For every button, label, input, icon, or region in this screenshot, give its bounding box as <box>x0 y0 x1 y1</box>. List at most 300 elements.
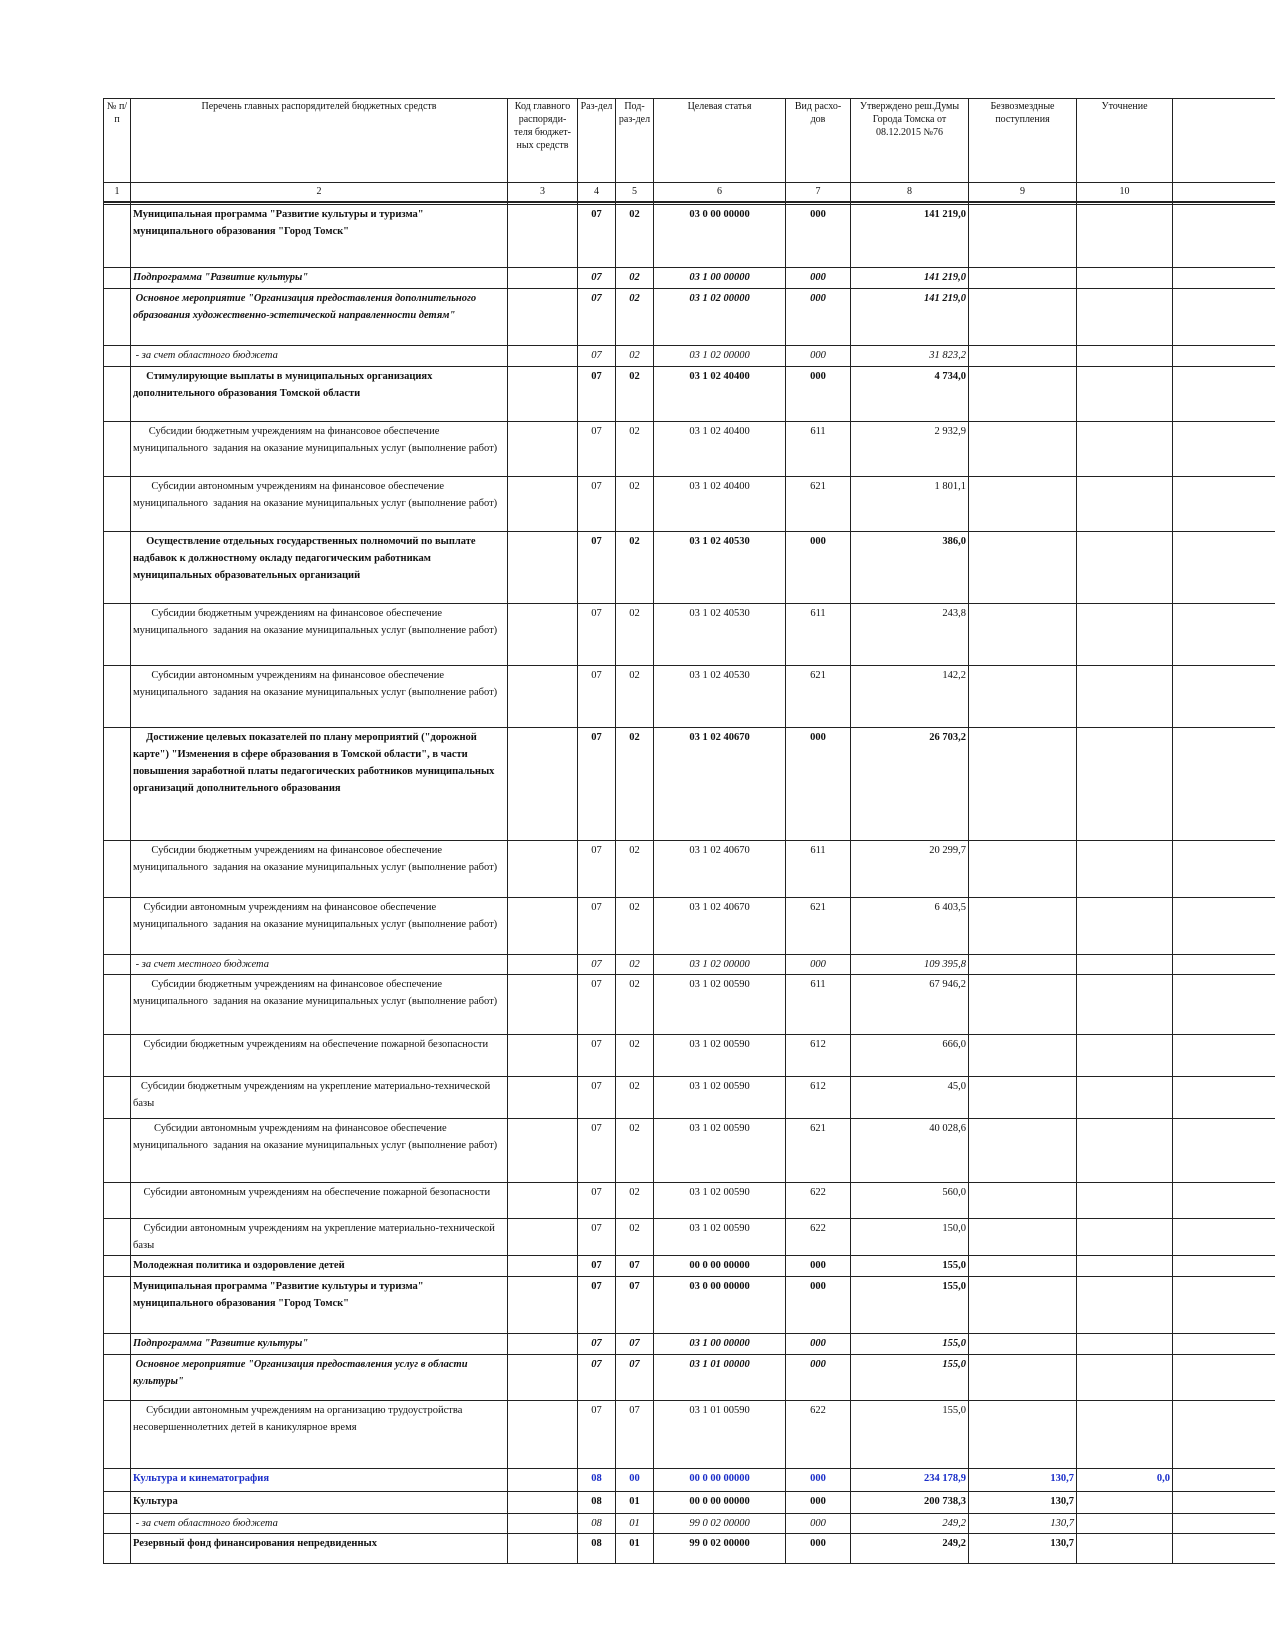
cell-approved: 666,0 <box>851 1035 969 1077</box>
cell-refine <box>1077 268 1173 289</box>
cell-approved: 20 299,7 <box>851 841 969 898</box>
cell-name: Стимулирующие выплаты в муниципальных организациях дополнительного образования Томской области <box>131 367 508 422</box>
cell-num <box>104 1035 131 1077</box>
cell-free <box>969 1219 1077 1256</box>
table-row <box>104 1035 1275 1077</box>
cell-num <box>104 898 131 955</box>
cell-num <box>104 1334 131 1355</box>
cell-refine <box>1077 1035 1173 1077</box>
cell-podrazdel: 00 <box>616 1469 654 1492</box>
cell-name: Муниципальная программа "Развитие культуры и туризма" муниципального образования "Город Томск" <box>131 1277 508 1334</box>
cell-refine <box>1077 422 1173 477</box>
cell-podrazdel: 01 <box>616 1492 654 1514</box>
cell-extra <box>1173 1355 1275 1401</box>
cell-article: 03 1 02 00000 <box>654 346 786 367</box>
cell-vid: 000 <box>786 289 851 346</box>
col-number: 10 <box>1077 183 1173 203</box>
cell-free <box>969 955 1077 975</box>
header-col-podrazdel: Под-раз-дел <box>616 99 654 183</box>
table-row <box>104 205 1275 268</box>
cell-code <box>508 367 578 422</box>
cell-code <box>508 1534 578 1564</box>
cell-num <box>104 367 131 422</box>
cell-num <box>104 346 131 367</box>
cell-free <box>969 728 1077 841</box>
cell-podrazdel: 07 <box>616 1334 654 1355</box>
cell-approved: 1 801,1 <box>851 477 969 532</box>
cell-code <box>508 898 578 955</box>
cell-code <box>508 1514 578 1534</box>
cell-vid: 000 <box>786 1469 851 1492</box>
cell-razdel: 07 <box>578 367 616 422</box>
cell-article: 00 0 00 00000 <box>654 1256 786 1277</box>
cell-vid: 611 <box>786 841 851 898</box>
cell-free <box>969 1119 1077 1183</box>
cell-code <box>508 955 578 975</box>
cell-free: 130,7 <box>969 1534 1077 1564</box>
cell-free <box>969 346 1077 367</box>
cell-code <box>508 1401 578 1469</box>
col-number: 1 <box>104 183 131 203</box>
cell-extra <box>1173 728 1275 841</box>
cell-code <box>508 1119 578 1183</box>
cell-approved: 150,0 <box>851 1219 969 1256</box>
cell-code <box>508 1355 578 1401</box>
cell-razdel: 07 <box>578 205 616 268</box>
cell-name: Основное мероприятие "Организация предоставления услуг в области культуры" <box>131 1355 508 1401</box>
cell-razdel: 08 <box>578 1514 616 1534</box>
cell-name: Культура и кинематография <box>131 1469 508 1492</box>
table-row <box>104 1256 1275 1277</box>
cell-num <box>104 532 131 604</box>
cell-code <box>508 477 578 532</box>
cell-article: 03 1 02 00590 <box>654 1219 786 1256</box>
cell-name: Осуществление отдельных государственных полномочий по выплате надбавок к должностному окладу педагогическим работникам муниципальных образовательных организаций <box>131 532 508 604</box>
cell-refine <box>1077 955 1173 975</box>
cell-free <box>969 604 1077 666</box>
cell-podrazdel: 07 <box>616 1277 654 1334</box>
cell-article: 03 1 02 00000 <box>654 289 786 346</box>
cell-article: 03 1 02 00000 <box>654 955 786 975</box>
cell-razdel: 07 <box>578 666 616 728</box>
cell-name: Основное мероприятие "Организация предоставления дополнительного образования художественно-эстетической направленности детям" <box>131 289 508 346</box>
cell-podrazdel: 02 <box>616 604 654 666</box>
cell-name: Субсидии автономным учреждениям на финансовое обеспечение муниципального задания на оказание муниципальных услуг (выполнение работ) <box>131 1119 508 1183</box>
cell-refine <box>1077 1277 1173 1334</box>
cell-article: 03 1 01 00590 <box>654 1401 786 1469</box>
cell-podrazdel: 02 <box>616 898 654 955</box>
cell-refine <box>1077 841 1173 898</box>
cell-podrazdel: 01 <box>616 1514 654 1534</box>
table-row <box>104 666 1275 728</box>
cell-num <box>104 477 131 532</box>
cell-approved: 155,0 <box>851 1355 969 1401</box>
cell-extra <box>1173 841 1275 898</box>
header-col-refine: Уточнение <box>1077 99 1173 183</box>
header-number-row <box>104 183 1275 203</box>
cell-vid: 000 <box>786 955 851 975</box>
cell-approved: 155,0 <box>851 1401 969 1469</box>
cell-refine <box>1077 367 1173 422</box>
col-number: 2 <box>131 183 508 203</box>
cell-article: 03 1 02 00590 <box>654 1077 786 1119</box>
cell-name: Резервный фонд финансирования непредвиденных <box>131 1534 508 1564</box>
cell-code <box>508 841 578 898</box>
col-number: 3 <box>508 183 578 203</box>
table-row <box>104 1219 1275 1256</box>
cell-approved: 560,0 <box>851 1183 969 1219</box>
cell-vid: 622 <box>786 1219 851 1256</box>
header-col-code: Код главного распоряди-теля бюджет-ных средств <box>508 99 578 183</box>
cell-refine <box>1077 1183 1173 1219</box>
budget-table <box>103 98 1275 1564</box>
table-row <box>104 1077 1275 1119</box>
cell-article: 99 0 02 00000 <box>654 1514 786 1534</box>
cell-code <box>508 1492 578 1514</box>
cell-approved: 31 823,2 <box>851 346 969 367</box>
col-number: 7 <box>786 183 851 203</box>
cell-razdel: 07 <box>578 604 616 666</box>
cell-article: 00 0 00 00000 <box>654 1469 786 1492</box>
cell-free <box>969 1334 1077 1355</box>
cell-free <box>969 898 1077 955</box>
table-row <box>104 477 1275 532</box>
cell-num <box>104 1119 131 1183</box>
cell-num <box>104 841 131 898</box>
cell-code <box>508 1334 578 1355</box>
cell-extra <box>1173 205 1275 268</box>
cell-podrazdel: 02 <box>616 477 654 532</box>
cell-razdel: 07 <box>578 1035 616 1077</box>
cell-refine <box>1077 1077 1173 1119</box>
cell-num <box>104 1534 131 1564</box>
table-row <box>104 1355 1275 1401</box>
cell-vid: 611 <box>786 975 851 1035</box>
cell-num <box>104 955 131 975</box>
cell-podrazdel: 02 <box>616 205 654 268</box>
table-body <box>104 202 1275 1564</box>
cell-extra <box>1173 1401 1275 1469</box>
cell-vid: 000 <box>786 1334 851 1355</box>
table-row <box>104 346 1275 367</box>
col-number: 8 <box>851 183 969 203</box>
cell-extra <box>1173 532 1275 604</box>
cell-refine <box>1077 346 1173 367</box>
cell-article: 03 1 02 00590 <box>654 1183 786 1219</box>
col-number: 9 <box>969 183 1077 203</box>
cell-vid: 000 <box>786 1277 851 1334</box>
cell-article: 03 1 02 40400 <box>654 422 786 477</box>
cell-refine <box>1077 1119 1173 1183</box>
cell-name: Подпрограмма "Развитие культуры" <box>131 268 508 289</box>
cell-refine <box>1077 975 1173 1035</box>
table-row <box>104 898 1275 955</box>
cell-free <box>969 1183 1077 1219</box>
cell-article: 03 1 02 00590 <box>654 1035 786 1077</box>
cell-razdel: 07 <box>578 1355 616 1401</box>
col-number: 6 <box>654 183 786 203</box>
cell-vid: 000 <box>786 1492 851 1514</box>
cell-approved: 155,0 <box>851 1334 969 1355</box>
cell-approved: 4 734,0 <box>851 367 969 422</box>
cell-code <box>508 205 578 268</box>
cell-num <box>104 1514 131 1534</box>
header-col-name: Перечень главных распорядителей бюджетных средств <box>131 99 508 183</box>
cell-refine <box>1077 604 1173 666</box>
cell-approved: 386,0 <box>851 532 969 604</box>
cell-name: Субсидии бюджетным учреждениям на обеспечение пожарной безопасности <box>131 1035 508 1077</box>
table-row <box>104 1514 1275 1534</box>
header-col-vid: Вид расхо-дов <box>786 99 851 183</box>
cell-extra <box>1173 955 1275 975</box>
cell-razdel: 07 <box>578 898 616 955</box>
cell-podrazdel: 02 <box>616 666 654 728</box>
cell-code <box>508 289 578 346</box>
cell-podrazdel: 02 <box>616 532 654 604</box>
cell-free <box>969 1077 1077 1119</box>
cell-refine <box>1077 1334 1173 1355</box>
cell-podrazdel: 02 <box>616 346 654 367</box>
cell-refine <box>1077 532 1173 604</box>
cell-razdel: 07 <box>578 346 616 367</box>
cell-code <box>508 666 578 728</box>
cell-vid: 000 <box>786 205 851 268</box>
cell-num <box>104 1401 131 1469</box>
cell-code <box>508 1219 578 1256</box>
cell-code <box>508 532 578 604</box>
cell-extra <box>1173 289 1275 346</box>
cell-approved: 67 946,2 <box>851 975 969 1035</box>
cell-code <box>508 422 578 477</box>
cell-approved: 249,2 <box>851 1514 969 1534</box>
cell-approved: 45,0 <box>851 1077 969 1119</box>
cell-razdel: 07 <box>578 975 616 1035</box>
cell-podrazdel: 02 <box>616 1183 654 1219</box>
cell-razdel: 07 <box>578 1077 616 1119</box>
cell-podrazdel: 02 <box>616 268 654 289</box>
cell-name: Культура <box>131 1492 508 1514</box>
cell-refine <box>1077 289 1173 346</box>
cell-razdel: 08 <box>578 1492 616 1514</box>
cell-vid: 621 <box>786 666 851 728</box>
cell-article: 03 1 02 40400 <box>654 477 786 532</box>
cell-free <box>969 1277 1077 1334</box>
cell-article: 00 0 00 00000 <box>654 1492 786 1514</box>
cell-article: 03 1 02 00590 <box>654 975 786 1035</box>
cell-code <box>508 1077 578 1119</box>
cell-name: - за счет областного бюджета <box>131 1514 508 1534</box>
cell-refine: 0,0 <box>1077 1469 1173 1492</box>
cell-code <box>508 1035 578 1077</box>
cell-razdel: 07 <box>578 477 616 532</box>
cell-name: Субсидии бюджетным учреждениям на финансовое обеспечение муниципального задания на оказание муниципальных услуг (выполнение работ) <box>131 975 508 1035</box>
cell-free <box>969 1401 1077 1469</box>
cell-name: Муниципальная программа "Развитие культуры и туризма" муниципального образования "Город Томск" <box>131 205 508 268</box>
cell-extra <box>1173 477 1275 532</box>
cell-extra <box>1173 1514 1275 1534</box>
cell-num <box>104 205 131 268</box>
cell-extra <box>1173 1277 1275 1334</box>
table-row <box>104 1469 1275 1492</box>
table-row <box>104 728 1275 841</box>
cell-num <box>104 1219 131 1256</box>
cell-approved: 141 219,0 <box>851 268 969 289</box>
cell-name: Субсидии автономным учреждениям на финансовое обеспечение муниципального задания на оказание муниципальных услуг (выполнение работ) <box>131 477 508 532</box>
cell-free <box>969 1035 1077 1077</box>
cell-extra <box>1173 898 1275 955</box>
cell-num <box>104 1256 131 1277</box>
cell-code <box>508 346 578 367</box>
cell-free <box>969 532 1077 604</box>
cell-extra <box>1173 422 1275 477</box>
cell-refine <box>1077 1256 1173 1277</box>
cell-num <box>104 1355 131 1401</box>
cell-refine <box>1077 1492 1173 1514</box>
cell-extra <box>1173 1334 1275 1355</box>
cell-razdel: 07 <box>578 422 616 477</box>
cell-podrazdel: 02 <box>616 1035 654 1077</box>
table-row <box>104 532 1275 604</box>
cell-free <box>969 666 1077 728</box>
cell-vid: 612 <box>786 1035 851 1077</box>
cell-refine <box>1077 728 1173 841</box>
cell-podrazdel: 02 <box>616 1077 654 1119</box>
cell-podrazdel: 02 <box>616 1219 654 1256</box>
cell-name: - за счет областного бюджета <box>131 346 508 367</box>
header-col-article: Целевая статья <box>654 99 786 183</box>
cell-approved: 6 403,5 <box>851 898 969 955</box>
cell-podrazdel: 02 <box>616 289 654 346</box>
cell-approved: 141 219,0 <box>851 289 969 346</box>
cell-approved: 2 932,9 <box>851 422 969 477</box>
table-row <box>104 422 1275 477</box>
cell-approved: 141 219,0 <box>851 205 969 268</box>
cell-vid: 000 <box>786 1514 851 1534</box>
cell-vid: 000 <box>786 268 851 289</box>
cell-extra <box>1173 666 1275 728</box>
cell-extra <box>1173 1256 1275 1277</box>
cell-vid: 612 <box>786 1077 851 1119</box>
cell-vid: 000 <box>786 1355 851 1401</box>
cell-article: 03 1 02 40530 <box>654 666 786 728</box>
table-row <box>104 1277 1275 1334</box>
cell-podrazdel: 02 <box>616 728 654 841</box>
table-row <box>104 975 1275 1035</box>
cell-extra <box>1173 1534 1275 1564</box>
cell-free <box>969 477 1077 532</box>
cell-vid: 000 <box>786 532 851 604</box>
col-number: 5 <box>616 183 654 203</box>
cell-article: 03 1 00 00000 <box>654 268 786 289</box>
cell-extra <box>1173 1183 1275 1219</box>
col-number: 4 <box>578 183 616 203</box>
cell-refine <box>1077 898 1173 955</box>
cell-name: Подпрограмма "Развитие культуры" <box>131 1334 508 1355</box>
cell-podrazdel: 02 <box>616 1119 654 1183</box>
cell-razdel: 07 <box>578 1256 616 1277</box>
cell-free <box>969 975 1077 1035</box>
cell-vid: 000 <box>786 1256 851 1277</box>
cell-approved: 200 738,3 <box>851 1492 969 1514</box>
cell-free: 130,7 <box>969 1469 1077 1492</box>
cell-approved: 142,2 <box>851 666 969 728</box>
cell-podrazdel: 07 <box>616 1256 654 1277</box>
cell-vid: 621 <box>786 477 851 532</box>
cell-name: Субсидии бюджетным учреждениям на финансовое обеспечение муниципального задания на оказание муниципальных услуг (выполнение работ) <box>131 604 508 666</box>
cell-extra <box>1173 268 1275 289</box>
cell-razdel: 07 <box>578 268 616 289</box>
cell-podrazdel: 02 <box>616 841 654 898</box>
cell-name: Субсидии бюджетным учреждениям на финансовое обеспечение муниципального задания на оказание муниципальных услуг (выполнение работ) <box>131 422 508 477</box>
cell-free <box>969 268 1077 289</box>
cell-article: 03 0 00 00000 <box>654 1277 786 1334</box>
cell-name: Субсидии бюджетным учреждениям на укрепление материально-технической базы <box>131 1077 508 1119</box>
cell-num <box>104 1469 131 1492</box>
cell-approved: 155,0 <box>851 1256 969 1277</box>
cell-razdel: 07 <box>578 1277 616 1334</box>
cell-approved: 40 028,6 <box>851 1119 969 1183</box>
cell-free <box>969 205 1077 268</box>
cell-code <box>508 728 578 841</box>
cell-extra <box>1173 1035 1275 1077</box>
cell-approved: 249,2 <box>851 1534 969 1564</box>
cell-podrazdel: 02 <box>616 422 654 477</box>
cell-num <box>104 975 131 1035</box>
cell-num <box>104 1492 131 1514</box>
cell-article: 03 1 02 00590 <box>654 1119 786 1183</box>
cell-free <box>969 1256 1077 1277</box>
cell-free <box>969 367 1077 422</box>
cell-article: 03 1 02 40530 <box>654 532 786 604</box>
cell-extra <box>1173 367 1275 422</box>
header-col-razdel: Раз-дел <box>578 99 616 183</box>
cell-free: 130,7 <box>969 1514 1077 1534</box>
cell-podrazdel: 02 <box>616 367 654 422</box>
cell-code <box>508 975 578 1035</box>
cell-article: 99 0 02 00000 <box>654 1534 786 1564</box>
cell-name: Молодежная политика и оздоровление детей <box>131 1256 508 1277</box>
header-col-num: № п/п <box>104 99 131 183</box>
cell-approved: 109 395,8 <box>851 955 969 975</box>
cell-num <box>104 268 131 289</box>
table-row <box>104 367 1275 422</box>
header-col-extra <box>1173 99 1275 183</box>
cell-code <box>508 1469 578 1492</box>
header-col-free: Безвозмездные поступления <box>969 99 1077 183</box>
cell-razdel: 07 <box>578 1401 616 1469</box>
cell-approved: 234 178,9 <box>851 1469 969 1492</box>
cell-name: - за счет местного бюджета <box>131 955 508 975</box>
cell-num <box>104 728 131 841</box>
cell-code <box>508 604 578 666</box>
table-row <box>104 289 1275 346</box>
cell-vid: 000 <box>786 728 851 841</box>
cell-razdel: 07 <box>578 1183 616 1219</box>
cell-extra <box>1173 604 1275 666</box>
cell-razdel: 07 <box>578 955 616 975</box>
cell-refine <box>1077 205 1173 268</box>
cell-free <box>969 1355 1077 1401</box>
cell-vid: 622 <box>786 1183 851 1219</box>
cell-vid: 611 <box>786 422 851 477</box>
cell-podrazdel: 07 <box>616 1355 654 1401</box>
cell-article: 03 1 02 40530 <box>654 604 786 666</box>
cell-num <box>104 1183 131 1219</box>
cell-code <box>508 1256 578 1277</box>
cell-refine <box>1077 1355 1173 1401</box>
cell-free <box>969 289 1077 346</box>
cell-approved: 155,0 <box>851 1277 969 1334</box>
